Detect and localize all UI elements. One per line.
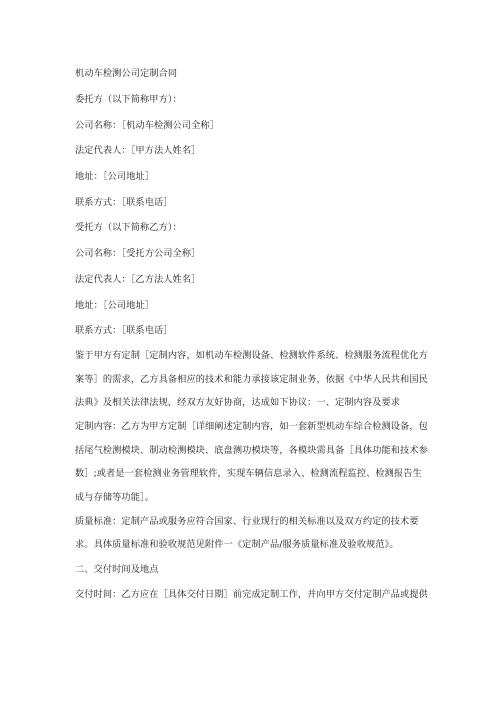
delivery-line: 交付时间：乙方应在［具体交付日期］前完成定制工作，并向甲方交付定制产品或提供: [75, 588, 428, 600]
party-b-heading: 受托方（以下简称乙方）：: [75, 222, 182, 234]
quality-line: 质量标准：定制产品或服务应符合国家、行业现行的相关标准以及双方约定的技术要: [75, 515, 419, 527]
party-a-company: 公司名称：［机动车检测公司全称］: [75, 119, 219, 131]
party-a-representative: 法定代表人：［甲方法人姓名］: [75, 145, 201, 157]
quality-standard-paragraph: [75, 510, 430, 557]
content-line: 数］;或者是一套检测业务管理软件，实现车辆信息录入、检测流程监控、检测报告生: [75, 468, 422, 480]
party-a-contact: 联系方式：［联系电话］: [75, 196, 173, 208]
contract-title: 机动车检测公司定制合同: [75, 68, 178, 79]
content-line: 括尾气检测模块、制动检测模块、底盘测功模块等，各模块需具备［具体功能和技术参: [75, 444, 428, 456]
preamble-paragraph: [75, 344, 430, 415]
party-b-representative: 法定代表人：［乙方法人姓名］: [75, 273, 201, 285]
custom-content-paragraph: [75, 415, 430, 510]
section-two-heading: 二、交付时间及地点: [75, 564, 159, 576]
party-a-address: 地址：［公司地址］: [75, 171, 154, 183]
delivery-paragraph: [75, 583, 430, 607]
preamble-line: 鉴于甲方有定制［定制内容，如机动车检测设备、检测软件系统、检测服务流程优化方: [75, 349, 428, 361]
party-b-contact: 联系方式：［联系电话］: [75, 325, 173, 337]
content-line: 定制内容：乙方为甲方定制［详细阐述定制内容，如一套新型机动车综合检测设备，包: [75, 420, 428, 432]
preamble-line: 法典》及相关法律法规，经双方友好协商，达成如下协议：一、定制内容及要求: [75, 397, 401, 409]
content-line: 成与存储等功能］。: [75, 492, 154, 503]
preamble-line: 案等］的需求，乙方具备相应的技术和能力承接该定制业务，依据《中华人民共和国民: [75, 373, 428, 385]
quality-line: 求。具体质量标准和验收规范见附件一《定制产品/服务质量标准及验收规范》。: [75, 539, 399, 551]
party-b-address: 地址：［公司地址］: [75, 299, 154, 311]
contract-document: [75, 60, 430, 606]
party-b-company: 公司名称：［受托方公司全称］: [75, 248, 201, 260]
party-a-heading: 委托方（以下简称甲方）：: [75, 94, 182, 105]
